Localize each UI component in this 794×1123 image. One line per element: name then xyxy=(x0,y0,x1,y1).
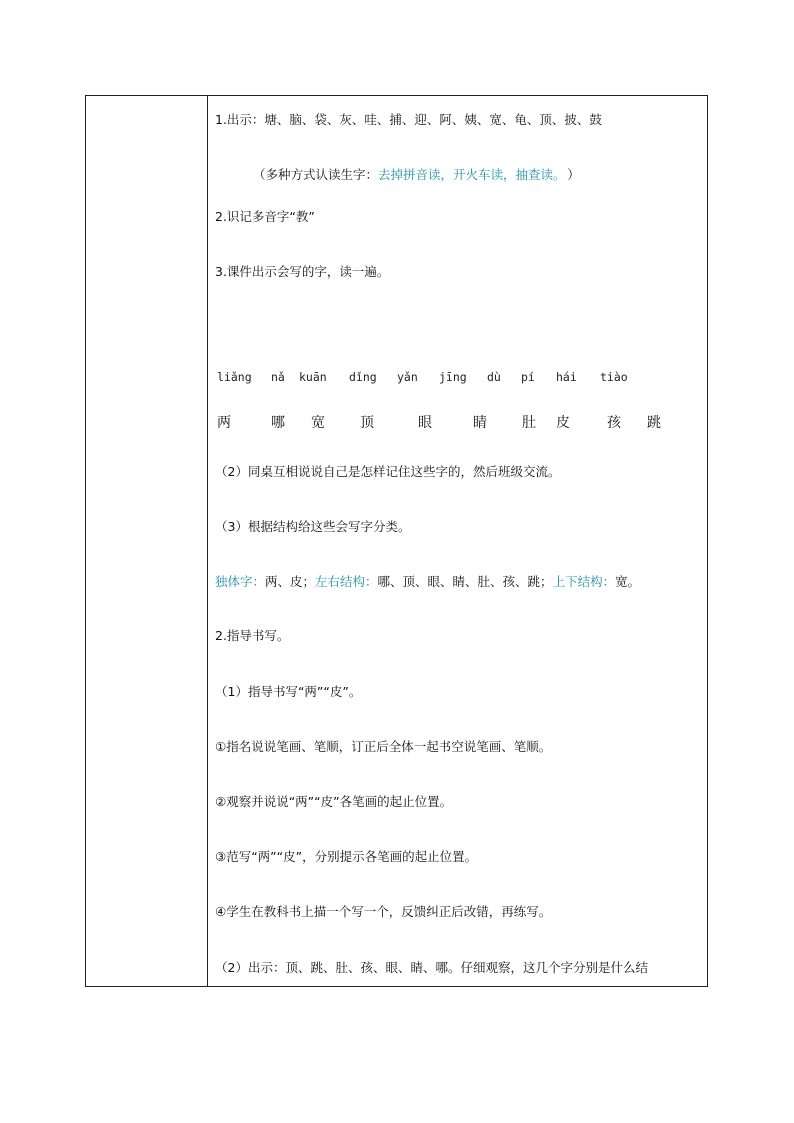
left-column-cell xyxy=(86,96,207,986)
pinyin-row xyxy=(215,370,695,388)
step-4-line: ④学生在教科书上描一个写一个，反馈纠正后改错，再练写。 xyxy=(215,904,552,919)
pinyin-item: tiào xyxy=(600,370,628,384)
character-item: 睛 xyxy=(473,415,487,431)
single-structure-chars: 两、皮； xyxy=(265,574,316,589)
pinyin-item: kuān xyxy=(299,370,327,384)
pinyin-item: dù xyxy=(487,370,501,384)
content-cell xyxy=(215,96,703,986)
step-1-line: ①指名说说笔画、笔顺，订正后全体一起书空说笔画、笔顺。 xyxy=(215,739,552,754)
character-item: 孩 xyxy=(607,415,621,431)
pinyin-item: dǐng xyxy=(349,370,377,384)
character-item: 肚 xyxy=(522,415,536,431)
lesson-table xyxy=(85,95,708,987)
classify-by-structure-line: （3）根据结构给这些会写字分类。 xyxy=(215,519,411,534)
reading-methods-close: ） xyxy=(567,167,580,182)
display-characters-line: 1.出示：塘、脑、袋、灰、哇、捕、迎、阿、姨、宽、龟、顶、披、鼓 xyxy=(215,112,602,127)
reading-methods-line xyxy=(253,167,580,183)
observe-structure-line: （2）出示：顶、跳、肚、孩、眼、睛、哪。仔细观察，这几个字分别是什么结 xyxy=(215,960,648,975)
character-item: 皮 xyxy=(556,415,570,431)
left-right-structure-label: 左右结构： xyxy=(315,574,378,589)
pinyin-item: liǎng xyxy=(217,370,252,384)
structure-classification-line xyxy=(215,574,640,590)
writing-guidance-heading: 2.指导书写。 xyxy=(215,628,290,643)
column-divider xyxy=(207,96,208,986)
character-item: 宽 xyxy=(311,415,325,431)
pinyin-item: yǎn xyxy=(397,370,418,384)
step-3-line: ③范写“两”“皮”，分别提示各笔画的起止位置。 xyxy=(215,849,478,864)
character-item: 跳 xyxy=(647,415,661,431)
top-bottom-structure-label: 上下结构： xyxy=(552,574,616,589)
reading-methods-open: （多种方式认读生字： xyxy=(253,167,379,182)
guide-write-line: （1）指导书写“两”“皮”。 xyxy=(215,684,362,699)
characters-row xyxy=(215,412,695,430)
polyphone-line: 2.识记多音字“教” xyxy=(215,209,315,224)
courseware-line: 3.课件出示会写的字，读一遍。 xyxy=(215,264,390,279)
pinyin-item: jīng xyxy=(439,370,467,384)
top-bottom-structure-chars: 宽。 xyxy=(615,574,641,589)
step-2-line: ②观察并说说“两”“皮”各笔画的起止位置。 xyxy=(215,794,453,809)
pinyin-item: nǎ xyxy=(271,370,285,384)
pinyin-item: hái xyxy=(556,370,577,384)
single-structure-label: 独体字： xyxy=(215,574,266,589)
character-item: 顶 xyxy=(360,415,374,431)
character-item: 两 xyxy=(217,415,231,431)
deskmate-discussion-line: （2）同桌互相说说自己是怎样记住这些字的，然后班级交流。 xyxy=(215,464,561,479)
left-right-structure-chars: 哪、顶、眼、睛、肚、孩、跳； xyxy=(377,574,553,589)
pinyin-item: pí xyxy=(521,370,535,384)
reading-methods-highlight: 去掉拼音读，开火车读，抽查读。 xyxy=(378,167,560,182)
character-item: 哪 xyxy=(271,415,285,431)
character-item: 眼 xyxy=(418,415,432,431)
